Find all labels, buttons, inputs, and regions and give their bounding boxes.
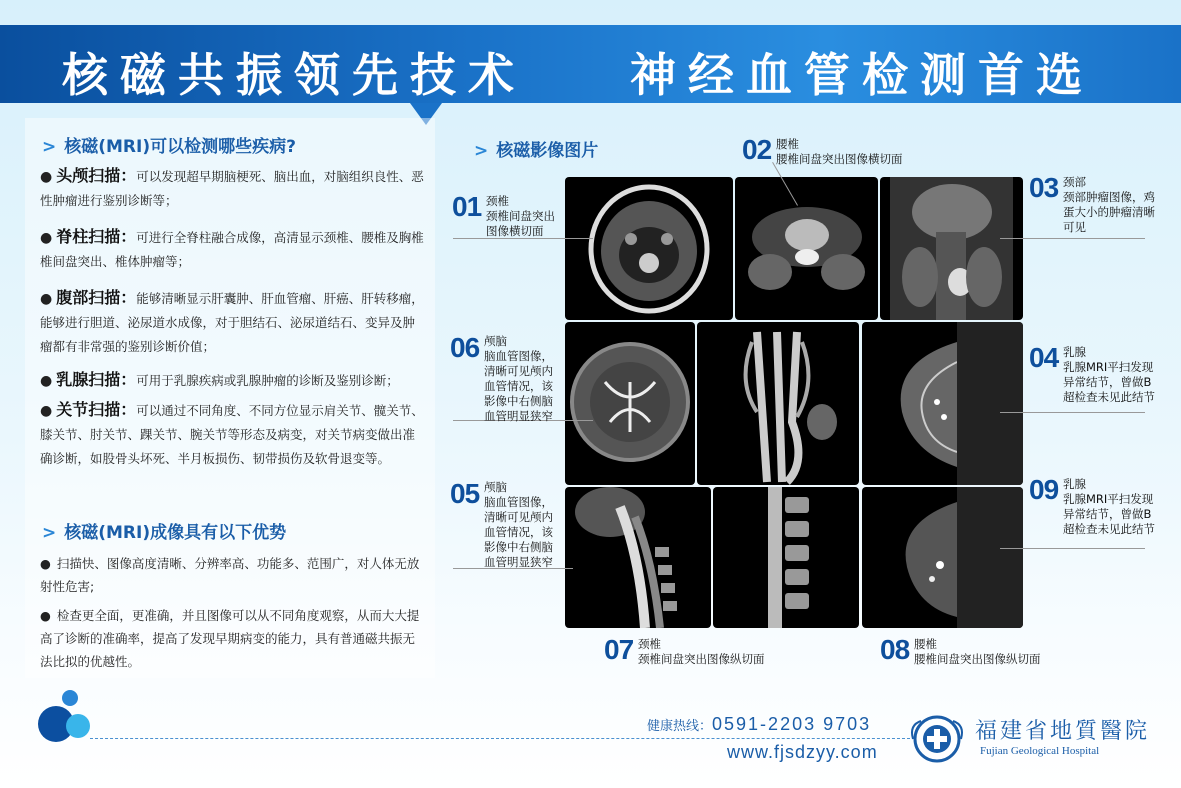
section-title-text: 核磁影像图片 [496, 141, 599, 161]
decorative-circles-icon [34, 686, 104, 746]
image-caption-06 [484, 334, 560, 424]
mri-image-07 [565, 487, 711, 628]
caption-title: 颈部 [1063, 175, 1086, 189]
arrow-icon: > [42, 137, 57, 157]
bullet-icon: ● [40, 291, 53, 307]
image-caption-02 [776, 137, 936, 167]
image-caption-05 [484, 480, 560, 570]
image-caption-07 [638, 637, 798, 667]
caption-desc: 脑血管图像，清晰可见颅内血管情况，该影像中右侧脑血管明显狭窄 [484, 495, 553, 569]
mri-image-04 [862, 322, 1023, 485]
caption-title: 乳腺 [1063, 477, 1086, 491]
leader-line [1000, 238, 1145, 239]
image-number: 05 [450, 478, 480, 509]
banner-title: 核磁共振领先技术 [62, 48, 526, 102]
image-number: 06 [450, 332, 480, 363]
caption-desc: 乳腺MRI平扫发现异常结节，曾做B超检查未见此结节 [1063, 360, 1155, 404]
bullet-icon: ● [40, 403, 53, 419]
image-number: 07 [604, 634, 634, 665]
caption-desc: 腰椎间盘突出图像纵切面 [914, 652, 1041, 666]
mri-image-01 [565, 177, 733, 320]
section-title-images [474, 136, 598, 161]
item-text: 可用于乳腺疾病或乳腺肿瘤的诊断及鉴别诊断； [136, 373, 399, 388]
hospital-name-en: Fujian Geological Hospital [980, 745, 1100, 757]
image-number: 01 [452, 191, 482, 222]
image-number: 03 [1029, 172, 1059, 203]
bullet-icon: ● [40, 608, 51, 623]
item-text: 可以通过不同角度、不同方位显示肩关节、髋关节、膝关节、肘关节、踝关节、腕关节等形态及病变，对关节病变做出准确诊断，如股骨头坏死、半月板损伤、韧带损伤及软骨退变等。 [40, 403, 424, 466]
advantage-text: 扫描快、图像高度清晰、分辨率高、功能多、范围广，对人体无放射性危害; [40, 556, 420, 594]
item-keyword: 乳腺扫描： [56, 370, 137, 389]
arrow-icon: > [42, 523, 57, 543]
mri-image-05 [697, 322, 859, 485]
section-title-diseases [42, 132, 296, 157]
mri-image-09 [862, 487, 1023, 628]
item-keyword: 头颅扫描： [56, 166, 137, 185]
section-title-text: 核磁(MRI)成像具有以下优势 [64, 523, 287, 543]
bullet-icon: ● [40, 169, 53, 185]
image-caption-04 [1063, 345, 1155, 405]
image-caption-09 [1063, 477, 1155, 537]
advantage-item [40, 552, 420, 598]
section-title-text: 核磁(MRI)可以检测哪些疾病? [64, 137, 296, 157]
mri-image-06 [565, 322, 695, 485]
caption-title: 腰椎 [776, 137, 799, 151]
bullet-icon: ● [40, 556, 51, 571]
list-item-breast [40, 368, 425, 393]
arrow-icon: > [474, 141, 489, 161]
image-caption-01 [486, 194, 566, 239]
advantage-text: 检查更全面，更准确，并且图像可以从不同角度观察，从而大大提高了诊断的准确率，提高了发现早期病变的能力，具有普通磁共振无法比拟的优越性。 [40, 608, 420, 669]
caption-title: 颈椎 [638, 637, 661, 651]
caption-title: 腰椎 [914, 637, 937, 651]
item-keyword: 腹部扫描： [56, 288, 137, 307]
website-link[interactable]: www.fjsdzyy.com [727, 742, 878, 762]
list-item-joint [40, 398, 425, 471]
caption-desc: 颈椎间盘突出图像纵切面 [638, 652, 765, 666]
image-number: 08 [880, 634, 910, 665]
mri-image-03 [880, 177, 1023, 320]
item-keyword: 关节扫描： [56, 400, 137, 419]
caption-title: 颈椎 [486, 194, 509, 208]
item-text: 可进行全脊柱融合成像，高清显示颈椎、腰椎及胸椎椎间盘突出、椎体肿瘤等； [40, 230, 424, 269]
footer-divider [90, 738, 910, 739]
caption-title: 颅脑 [484, 334, 507, 348]
bullet-icon: ● [40, 230, 53, 246]
header-banner [0, 25, 1181, 103]
image-caption-03 [1063, 175, 1158, 235]
image-number: 04 [1029, 342, 1059, 373]
caption-desc: 颈椎间盘突出图像横切面 [486, 209, 555, 238]
hotline-label: 健康热线： [647, 719, 713, 734]
leader-line [1000, 412, 1145, 413]
mri-image-02 [735, 177, 878, 320]
list-item-abdomen [40, 286, 425, 359]
caption-desc: 乳腺MRI平扫发现异常结节，曾做B超检查未见此结节 [1063, 492, 1155, 536]
bullet-icon: ● [40, 373, 53, 389]
list-item-head [40, 164, 425, 213]
hotline-number: 0591-2203 9703 [712, 714, 872, 734]
caption-desc: 腰椎间盘突出图像横切面 [776, 152, 903, 166]
item-text: 能够清晰显示肝囊肿、肝血管瘤、肝癌、肝转移瘤，能够进行胆道、泌尿道水成像，对于胆结石、泌尿道结石、变异及肿瘤都有非常强的鉴别诊断价值； [40, 291, 424, 354]
image-number: 02 [742, 134, 772, 165]
image-number: 09 [1029, 474, 1059, 505]
leader-line [1000, 548, 1145, 549]
item-keyword: 脊柱扫描： [56, 227, 137, 246]
caption-title: 颅脑 [484, 480, 507, 494]
advantage-item [40, 604, 420, 673]
hospital-logo-icon [907, 715, 967, 763]
caption-desc: 脑血管图像，清晰可见颅内血管情况，该影像中右侧脑血管明显狭窄 [484, 349, 553, 423]
section-title-advantages [42, 518, 286, 543]
banner-subtitle: 神经血管检测首选 [630, 48, 1094, 102]
mri-image-08 [713, 487, 859, 628]
item-text: 可以发现超早期脑梗死、脑出血，对脑组织良性、恶性肿瘤进行鉴别诊断等； [40, 169, 424, 208]
hotline [647, 714, 871, 735]
hospital-name-cn: 福建省地質醫院 [975, 719, 1151, 744]
caption-desc: 颈部肿瘤图像，鸡蛋大小的肿瘤清晰可见 [1063, 190, 1155, 234]
list-item-spine [40, 225, 425, 274]
caption-title: 乳腺 [1063, 345, 1086, 359]
image-caption-08 [914, 637, 1074, 667]
